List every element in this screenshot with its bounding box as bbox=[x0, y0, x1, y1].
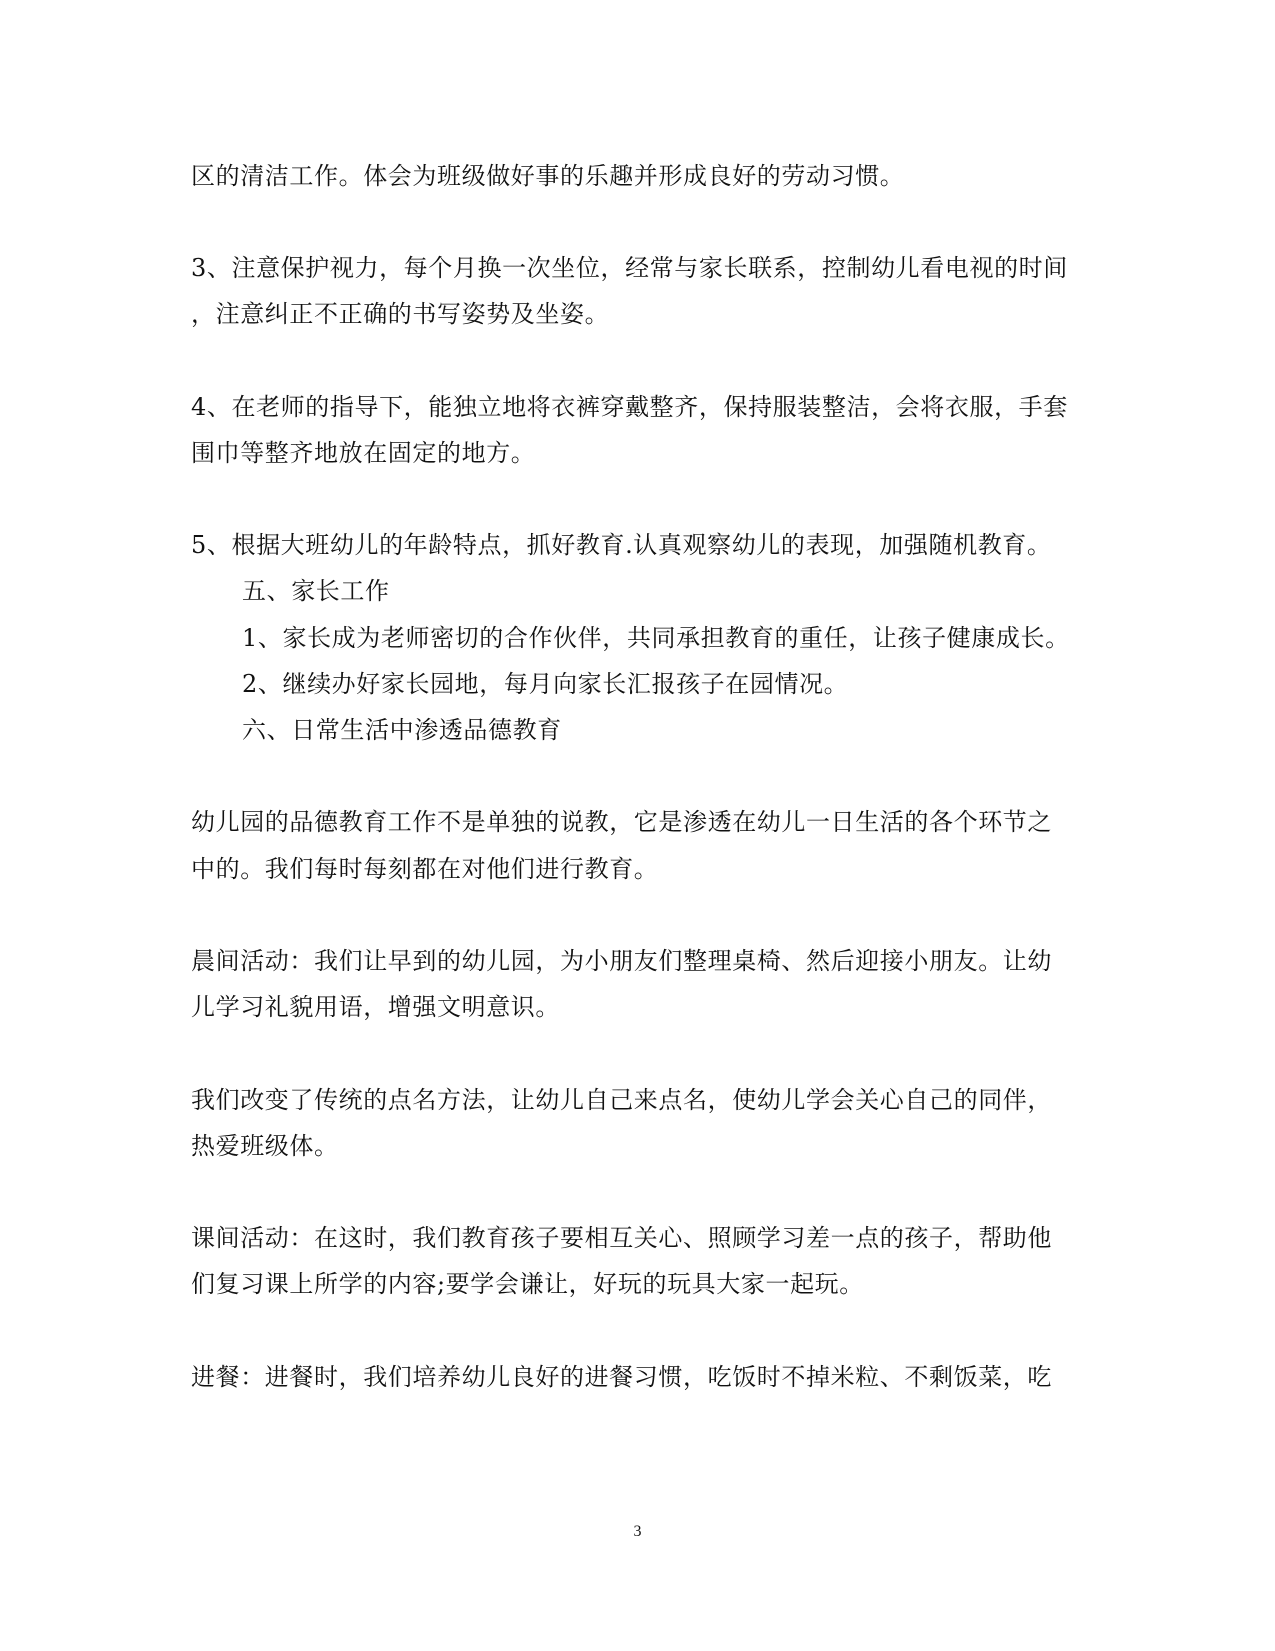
text-line: 们复习课上所学的内容;要学会谦让，好玩的玩具大家一起玩。 bbox=[191, 1270, 864, 1298]
text-line: ，注意纠正不正确的书写姿势及坐姿。 bbox=[191, 300, 610, 328]
text-line: 儿学习礼貌用语，增强文明意识。 bbox=[191, 993, 560, 1021]
text-line: 热爱班级体。 bbox=[191, 1132, 339, 1160]
text-line: 进餐：进餐时，我们培养幼儿良好的进餐习惯，吃饭时不掉米粒、不剩饭菜，吃 bbox=[191, 1363, 1052, 1391]
text-line: 1、家长成为老师密切的合作伙伴，共同承担教育的重任，让孩子健康成长。 bbox=[242, 624, 1070, 652]
text-line: 课间活动：在这时，我们教育孩子要相互关心、照顾学习差一点的孩子，帮助他 bbox=[191, 1224, 1052, 1252]
text-line: 4、在老师的指导下，能独立地将衣裤穿戴整齐，保持服装整洁，会将衣服，手套 bbox=[191, 393, 1068, 421]
text-line: 3、注意保护视力，每个月换一次坐位，经常与家长联系，控制幼儿看电视的时间 bbox=[191, 254, 1068, 282]
text-line: 围巾等整齐地放在固定的地方。 bbox=[191, 439, 536, 467]
text-line: 我们改变了传统的点名方法，让幼儿自己来点名，使幼儿学会关心自己的同伴， bbox=[191, 1086, 1052, 1114]
text-line: 幼儿园的品德教育工作不是单独的说教，它是渗透在幼儿一日生活的各个环节之 bbox=[191, 808, 1052, 836]
text-line: 2、继续办好家长园地，每月向家长汇报孩子在园情况。 bbox=[242, 670, 849, 698]
text-line: 中的。我们每时每刻都在对他们进行教育。 bbox=[191, 855, 659, 883]
text-line: 5、根据大班幼儿的年龄特点，抓好教育.认真观察幼儿的表现，加强随机教育。 bbox=[191, 531, 1052, 559]
text-line: 晨间活动：我们让早到的幼儿园，为小朋友们整理桌椅、然后迎接小朋友。让幼 bbox=[191, 947, 1052, 975]
page-number: 3 bbox=[633, 1523, 642, 1540]
text-line: 区的清洁工作。体会为班级做好事的乐趣并形成良好的劳动习惯。 bbox=[191, 162, 905, 190]
section-heading: 五、家长工作 bbox=[242, 577, 390, 605]
section-heading: 六、日常生活中渗透品德教育 bbox=[242, 716, 562, 744]
